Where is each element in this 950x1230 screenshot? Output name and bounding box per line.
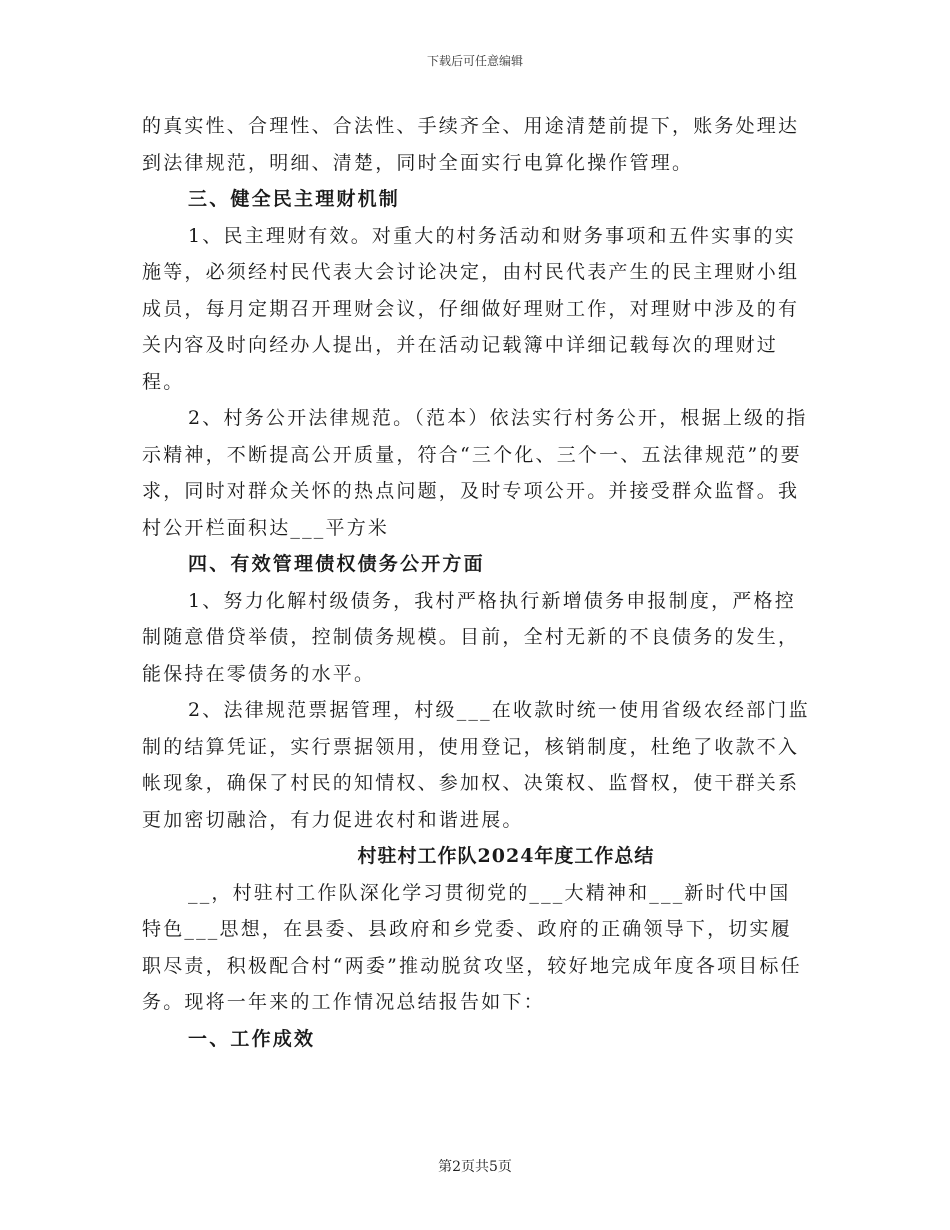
section-heading-4: 四、有效管理债权债务公开方面	[188, 553, 485, 575]
page-header: 下载后可任意编辑	[426, 54, 523, 68]
paragraph: 1、努力化解村级债务，我村严格执行新增债务申报制度，严格控制随意借贷举债，控制债务规模。目前，全村无新的不良债务的发生，能保持在零债务的水平。	[142, 589, 800, 685]
document-title: 村驻村工作队2024年度工作总结	[357, 845, 655, 867]
paragraph: 2、村务公开法律规范。（范本）依法实行村务公开，根据上级的指示精神，不断提高公开质量，符合“三个化、三个一、五法律规范”的要求，同时对群众关怀的热点问题，及时专项公开。并接受群众监督。我村公开栏面积达___平方米	[142, 407, 808, 539]
paragraph-continuation: 的真实性、合理性、合法性、手续齐全、用途清楚前提下，账务处理达到法律规范，明细、清楚，同时全面实行电算化操作管理。	[142, 115, 800, 174]
paragraph: __，村驻村工作队深化学习贯彻党的___大精神和___新时代中国特色___思想，在县委、县政府和乡党委、政府的正确领导下，切实履职尽责，积极配合村“两委”推动脱贫攻坚，较好地完成年度各项目标任务。现将一年来的工作情况总结报告如下：	[142, 881, 802, 1013]
section-heading-3: 三、健全民主理财机制	[188, 188, 401, 210]
paragraph: 2、法律规范票据管理，村级___在收款时统一使用省级农经部门监制的结算凭证，实行票据领用，使用登记，核销制度，杜绝了收款不入帐现象，确保了村民的知情权、参加权、决策权、监督权，使干群关系更加密切融洽，有力促进农村和谐进展。	[142, 699, 810, 831]
section-heading-1: 一、工作成效	[188, 1027, 316, 1050]
paragraph: 1、民主理财有效。对重大的村务活动和财务事项和五件实事的实施等，必须经村民代表大会讨论决定，由村民代表产生的民主理财小组成员，每月定期召开理财会议，仔细做好理财工作，对理财中涉及的有关内容及时向经办人提出，并在活动记载簿中详细记载每次的理财过程。	[142, 224, 800, 393]
page-footer: 第2页共5页	[438, 1159, 512, 1175]
document-body	[142, 108, 810, 1057]
